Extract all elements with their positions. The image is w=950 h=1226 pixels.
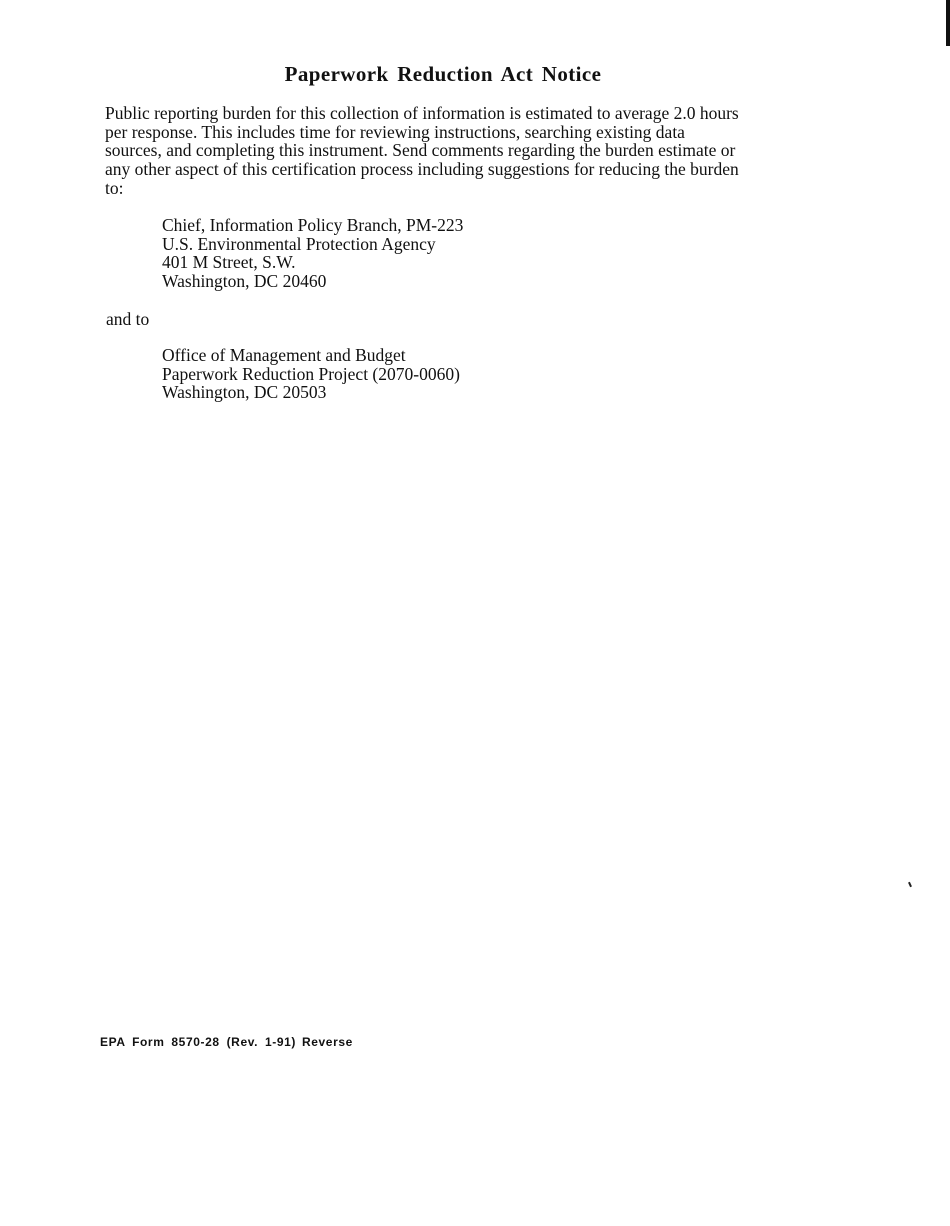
address-line: Office of Management and Budget — [162, 345, 406, 365]
scan-edge-mark — [946, 0, 950, 46]
page-title: Paperwork Reduction Act Notice — [284, 62, 602, 86]
burden-statement-line: to: — [105, 177, 124, 198]
epa-address-block — [162, 216, 463, 291]
address-line: 401 M Street, S.W. — [162, 252, 296, 273]
burden-statement-line: sources, and completing this instrument. Send comments regarding the burden estimate or — [105, 140, 736, 161]
address-line: Paperwork Reduction Project (2070-0060) — [162, 363, 460, 384]
burden-statement-line: per response. This includes time for reviewing instructions, searching existing data — [105, 121, 685, 142]
form-footer — [100, 1035, 353, 1049]
address-line: U.S. Environmental Protection Agency — [162, 233, 436, 254]
scan-speck — [908, 882, 912, 887]
address-line: Washington, DC 20460 — [162, 271, 327, 292]
form-identifier: EPA Form 8570-28 (Rev. 1-91) — [100, 1035, 296, 1049]
omb-address-block — [162, 346, 460, 402]
burden-statement-line: any other aspect of this certification process including suggestions for reducing the burden — [105, 159, 739, 180]
and-to-text: and to — [106, 309, 150, 329]
burden-statement-line: Public reporting burden for this collection of information is estimated to average 2.0 hours — [105, 103, 739, 123]
form-side-label: Reverse — [301, 1035, 353, 1049]
burden-statement — [105, 104, 785, 198]
address-line: Washington, DC 20503 — [162, 382, 327, 403]
address-line: Chief, Information Policy Branch, PM-223 — [162, 215, 464, 235]
